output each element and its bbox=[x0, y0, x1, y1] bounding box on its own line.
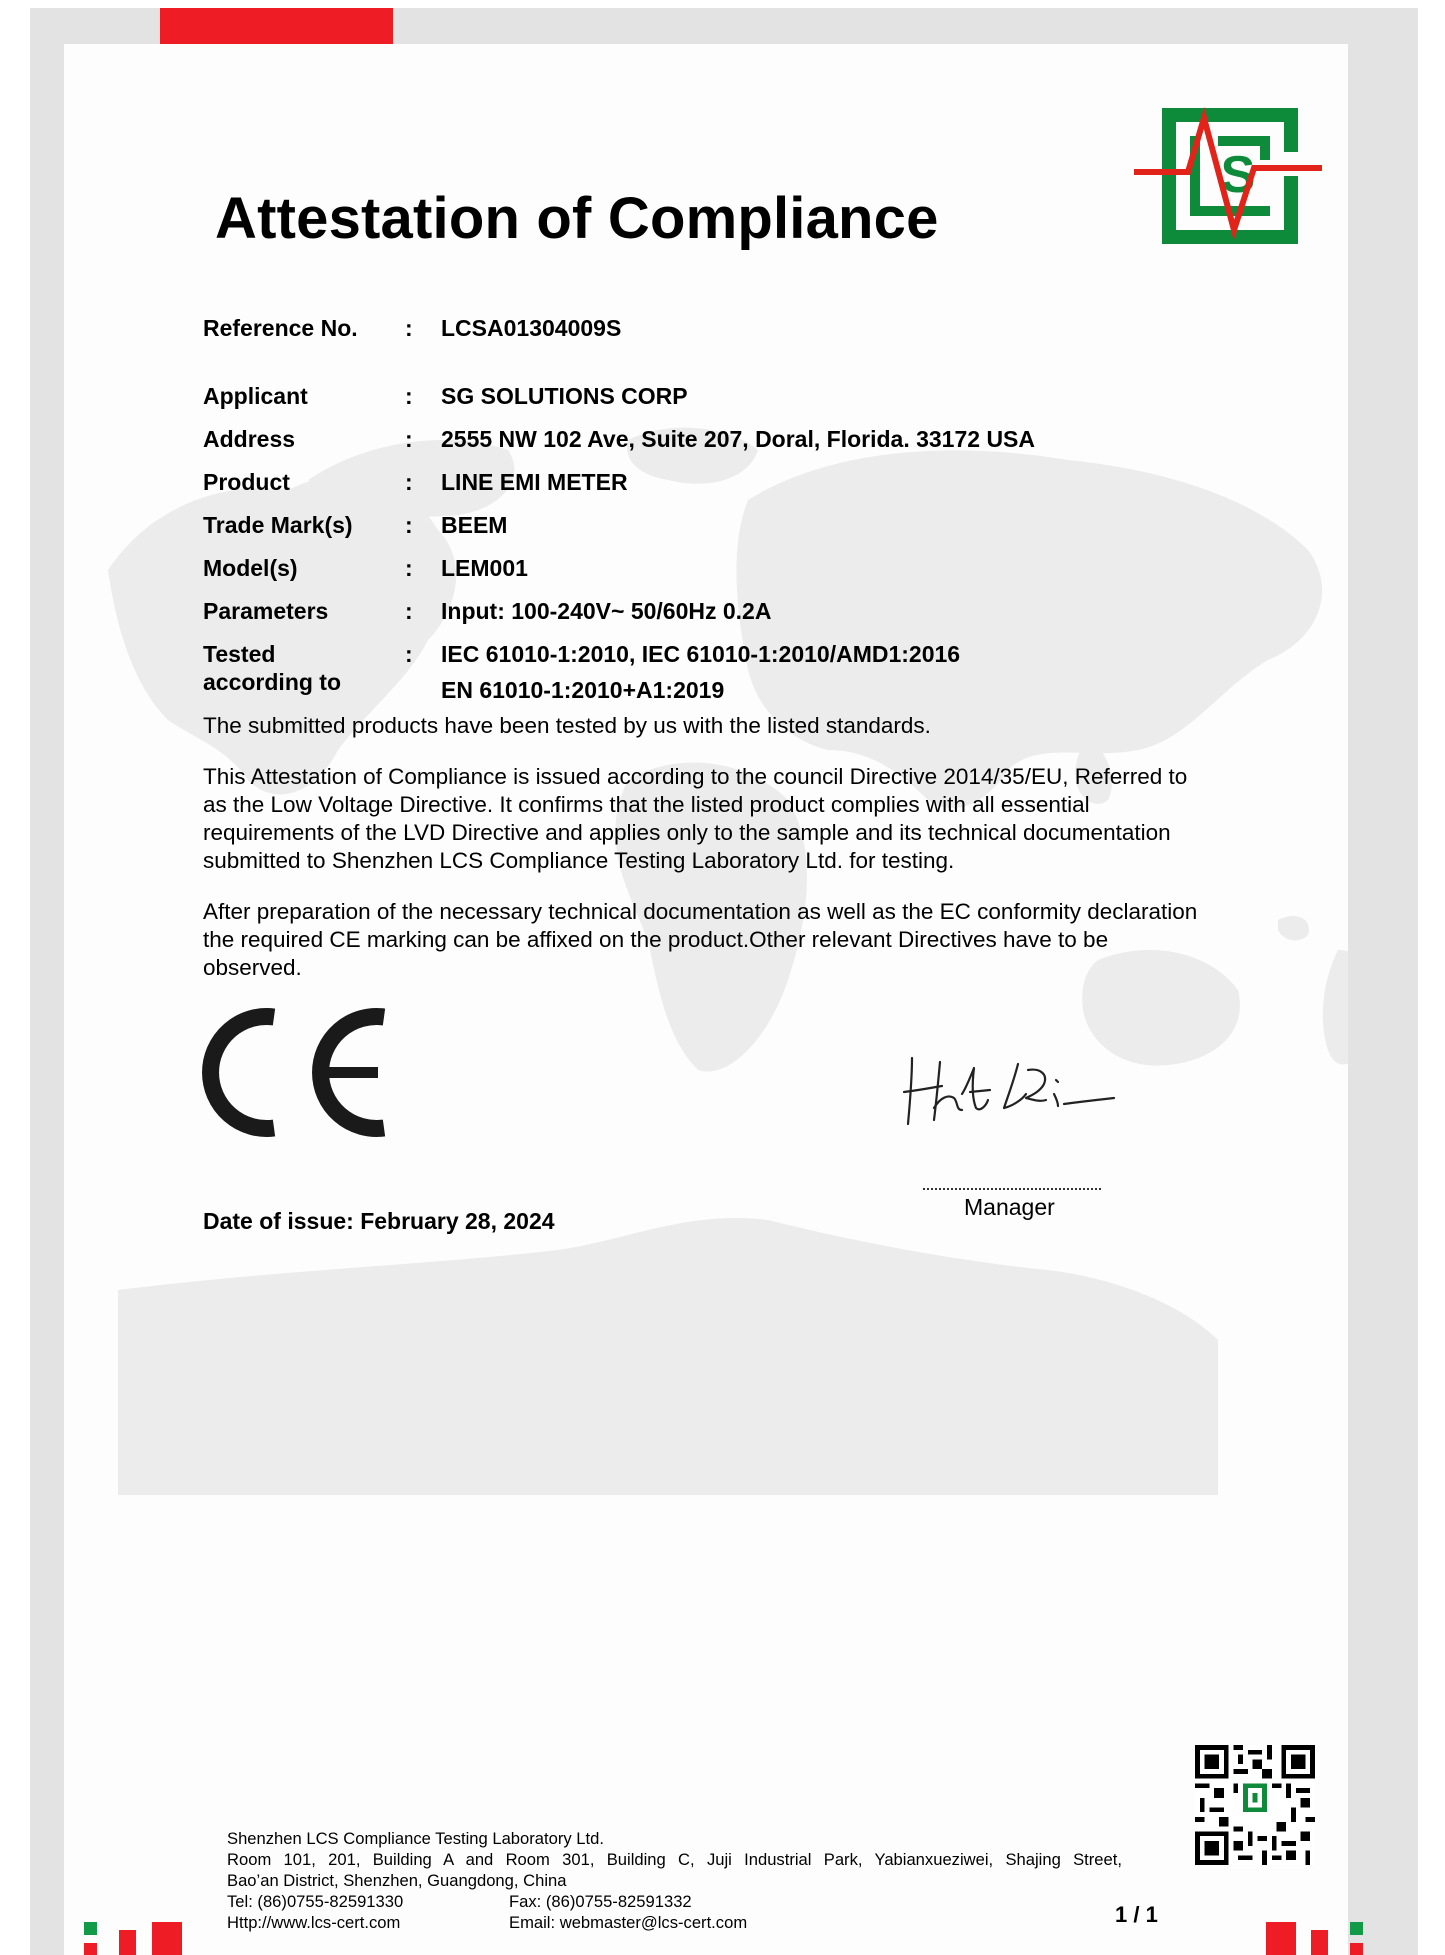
date-of-issue: Date of issue: February 28, 2024 bbox=[203, 1208, 555, 1234]
lcs-logo-icon bbox=[1132, 100, 1324, 252]
field-colon: : bbox=[405, 383, 413, 409]
field-label: Model(s) bbox=[203, 555, 298, 581]
field-label: Trade Mark(s) bbox=[203, 512, 353, 538]
field-value: SG SOLUTIONS CORP bbox=[441, 383, 688, 409]
field-label: Tested bbox=[203, 641, 276, 667]
field-label: Parameters bbox=[203, 598, 329, 624]
field-value: 2555 NW 102 Ave, Suite 207, Doral, Florida. 33172 USA bbox=[441, 426, 1036, 452]
footer-address-2: Bao’an District, Shenzhen, Guangdong, China bbox=[227, 1871, 567, 1890]
footer-fax: Fax: (86)0755-82591332 bbox=[509, 1892, 692, 1911]
field-colon: : bbox=[405, 512, 413, 538]
field-value: Input: 100-240V~ 50/60Hz 0.2A bbox=[441, 598, 772, 624]
footer-company: Shenzhen LCS Compliance Testing Laboratory Ltd. bbox=[227, 1829, 604, 1848]
field-colon: : bbox=[405, 598, 413, 624]
field-value: IEC 61010-1:2010, IEC 61010-1:2010/AMD1:2016 bbox=[441, 641, 961, 667]
field-label: Address bbox=[203, 426, 296, 452]
footer-tel: Tel: (86)0755-82591330 bbox=[227, 1892, 404, 1911]
tested-statement: The submitted products have been tested by us with the listed standards. bbox=[203, 713, 931, 738]
field-colon: : bbox=[405, 555, 413, 581]
field-label: Product bbox=[203, 469, 290, 495]
field-value: LCSA01304009S bbox=[441, 315, 622, 341]
field-value-cont: EN 61010-1:2010+A1:2019 bbox=[441, 677, 725, 703]
field-value: LINE EMI METER bbox=[441, 469, 628, 495]
field-value: LEM001 bbox=[441, 555, 528, 581]
field-label: Applicant bbox=[203, 383, 308, 409]
certificate-title: Attestation of Compliance bbox=[215, 186, 939, 251]
signature-line bbox=[923, 1188, 1101, 1190]
field-value: BEEM bbox=[441, 512, 508, 538]
footer-address-1: Room 101, 201, Building A and Room 301, Building C, Juji Industrial Park, Yabianxueziwei, Shajing Street, bbox=[227, 1850, 1122, 1869]
directive-paragraph: This Attestation of Compliance is issued according to the council Directive 2014/35/EU, Referred to as the Low Voltage Directive. It confirms that the listed product complies with all essential requirements of the LVD Directive and applies only to the sample and its technical documentation submitted to Shenzhen LCS Compliance Testing Laboratory Ltd. for testing. bbox=[203, 764, 1188, 873]
red-header-tab bbox=[160, 8, 393, 44]
handwritten-signature bbox=[900, 1050, 1120, 1130]
ce-marking-paragraph: After preparation of the necessary technical documentation as well as the EC conformity declaration the required CE marking can be affixed on the product.Other relevant Directives have to be observed. bbox=[203, 899, 1198, 980]
footer-website: Http://www.lcs-cert.com bbox=[227, 1913, 401, 1932]
footer-email: Email: webmaster@lcs-cert.com bbox=[509, 1913, 748, 1932]
field-colon: : bbox=[405, 426, 413, 452]
page-number: 1 / 1 bbox=[1115, 1902, 1158, 1927]
logo-letter: S bbox=[1220, 146, 1256, 204]
field-label-cont: according to bbox=[203, 669, 342, 695]
ce-mark-icon bbox=[202, 1005, 392, 1140]
field-label: Reference No. bbox=[203, 315, 358, 341]
signatory-role: Manager bbox=[964, 1194, 1055, 1220]
field-colon: : bbox=[405, 315, 413, 341]
field-colon: : bbox=[405, 469, 413, 495]
field-colon: : bbox=[405, 641, 413, 667]
qr-code bbox=[1195, 1745, 1315, 1865]
